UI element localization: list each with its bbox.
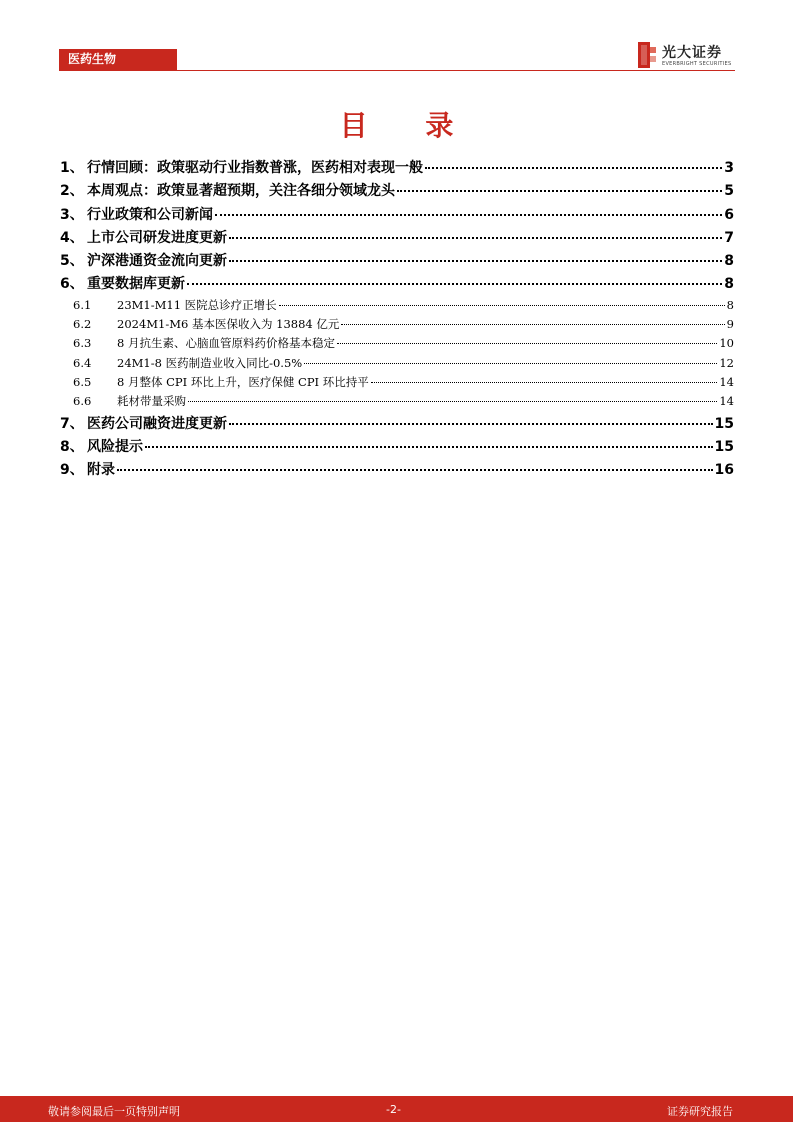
toc-entry-number: 6.5 bbox=[73, 374, 92, 389]
footer-report-type: 证券研究报告 bbox=[667, 1105, 733, 1118]
toc-entry-page: 3 bbox=[724, 160, 734, 176]
toc-entry-title: 24M1-8 医药制造业收入同比-0.5% bbox=[117, 355, 303, 370]
toc-entry-number: 9、 bbox=[60, 462, 84, 479]
toc-entry[interactable] bbox=[60, 157, 734, 180]
toc-entry-number: 3、 bbox=[60, 206, 84, 223]
toc-entry-number: 6、 bbox=[60, 276, 84, 293]
toc-entry-number: 7、 bbox=[60, 415, 84, 432]
toc-entry-title: 上市公司研发进度更新 bbox=[87, 229, 227, 246]
toc-entry-title: 8 月整体 CPI 环比上升，医疗保健 CPI 环比持平 bbox=[117, 374, 369, 389]
toc-entry-page: 6 bbox=[724, 206, 734, 223]
toc-entry-title: 23M1-M11 医院总诊疗正增长 bbox=[117, 297, 277, 312]
toc-entry-page: 12 bbox=[719, 355, 734, 370]
toc-entry[interactable] bbox=[60, 393, 734, 412]
toc-entry-title: 本周观点：政策显著超预期，关注各细分领域龙头 bbox=[87, 183, 395, 200]
toc-entry-number: 8、 bbox=[60, 438, 84, 455]
toc-entry-page: 9 bbox=[726, 317, 734, 332]
toc-entry-title: 耗材带量采购 bbox=[117, 394, 186, 409]
toc-entry-title: 医药公司融资进度更新 bbox=[87, 415, 227, 432]
toc-entry[interactable] bbox=[60, 459, 734, 482]
toc-leader-dots bbox=[229, 237, 722, 239]
toc-entry-title: 重要数据库更新 bbox=[87, 276, 185, 293]
toc-leader-dots bbox=[425, 167, 722, 169]
toc-entry[interactable] bbox=[60, 355, 734, 374]
toc-entry[interactable] bbox=[60, 204, 734, 227]
toc-entry-page: 5 bbox=[724, 183, 734, 200]
toc-entry[interactable] bbox=[60, 374, 734, 393]
table-of-contents bbox=[60, 157, 734, 482]
toc-entry-number: 6.2 bbox=[73, 317, 92, 332]
toc-leader-dots bbox=[145, 446, 713, 448]
toc-entry-number: 5、 bbox=[60, 253, 84, 270]
toc-leader-dots bbox=[304, 363, 717, 364]
toc-leader-dots bbox=[215, 214, 722, 216]
toc-entry[interactable] bbox=[60, 250, 734, 273]
toc-leader-dots bbox=[229, 423, 713, 425]
toc-entry-page: 8 bbox=[726, 297, 734, 312]
toc-leader-dots bbox=[337, 343, 717, 344]
toc-entry-page: 14 bbox=[719, 374, 734, 389]
toc-leader-dots bbox=[371, 382, 718, 383]
toc-entry-page: 15 bbox=[714, 415, 734, 432]
toc-entry[interactable] bbox=[60, 316, 734, 335]
toc-entry[interactable] bbox=[60, 413, 734, 436]
toc-entry-page: 8 bbox=[724, 276, 734, 293]
toc-entry-page: 7 bbox=[724, 229, 734, 246]
everbright-logo-icon bbox=[636, 41, 658, 69]
logo-text-en: EVERBRIGHT SECURITIES bbox=[662, 61, 732, 67]
toc-leader-dots bbox=[397, 190, 722, 192]
logo-text-cn: 光大证券 bbox=[662, 45, 722, 61]
toc-entry-title: 行业政策和公司新闻 bbox=[87, 206, 213, 223]
toc-entry-page: 10 bbox=[719, 336, 734, 351]
toc-entry-page: 8 bbox=[724, 253, 734, 270]
toc-entry-title: 行情回顾：政策驱动行业指数普涨，医药相对表现一般 bbox=[87, 160, 423, 176]
toc-entry-title: 2024M1-M6 基本医保收入为 13884 亿元 bbox=[117, 317, 340, 332]
toc-entry-number: 1、 bbox=[60, 160, 84, 176]
toc-entry-number: 2、 bbox=[60, 183, 84, 200]
toc-entry-number: 6.1 bbox=[73, 297, 92, 312]
toc-entry-number: 4、 bbox=[60, 229, 84, 246]
toc-leader-dots bbox=[341, 324, 724, 325]
toc-leader-dots bbox=[187, 283, 722, 285]
toc-entry-number: 6.6 bbox=[73, 394, 92, 409]
section-tag: 医药生物 bbox=[59, 49, 177, 70]
toc-entry-title: 附录 bbox=[87, 462, 115, 479]
toc-leader-dots bbox=[229, 260, 722, 262]
toc-entry-page: 15 bbox=[714, 438, 734, 455]
company-logo bbox=[634, 38, 738, 70]
toc-entry-page: 14 bbox=[719, 394, 734, 409]
toc-entry[interactable] bbox=[60, 436, 734, 459]
page-number: -2- bbox=[386, 1103, 401, 1116]
toc-leader-dots bbox=[279, 305, 725, 306]
footer-bar bbox=[0, 1096, 793, 1122]
footer-disclaimer: 敬请参阅最后一页特别声明 bbox=[48, 1105, 180, 1118]
toc-entry-page: 16 bbox=[714, 462, 734, 479]
toc-entry-number: 6.4 bbox=[73, 355, 92, 370]
toc-entry-title: 沪深港通资金流向更新 bbox=[87, 253, 227, 270]
toc-leader-dots bbox=[188, 401, 717, 402]
toc-entry-title: 风险提示 bbox=[87, 438, 143, 455]
toc-entry[interactable] bbox=[60, 180, 734, 203]
toc-title: 目 录 bbox=[339, 109, 478, 142]
toc-leader-dots bbox=[117, 469, 713, 471]
toc-entry-number: 6.3 bbox=[73, 336, 92, 351]
header-divider bbox=[59, 70, 735, 71]
toc-entry-title: 8 月抗生素、心脑血管原料药价格基本稳定 bbox=[117, 336, 335, 351]
toc-entry[interactable] bbox=[60, 335, 734, 354]
toc-entry[interactable] bbox=[60, 297, 734, 316]
toc-entry[interactable] bbox=[60, 227, 734, 250]
toc-entry[interactable] bbox=[60, 273, 734, 296]
